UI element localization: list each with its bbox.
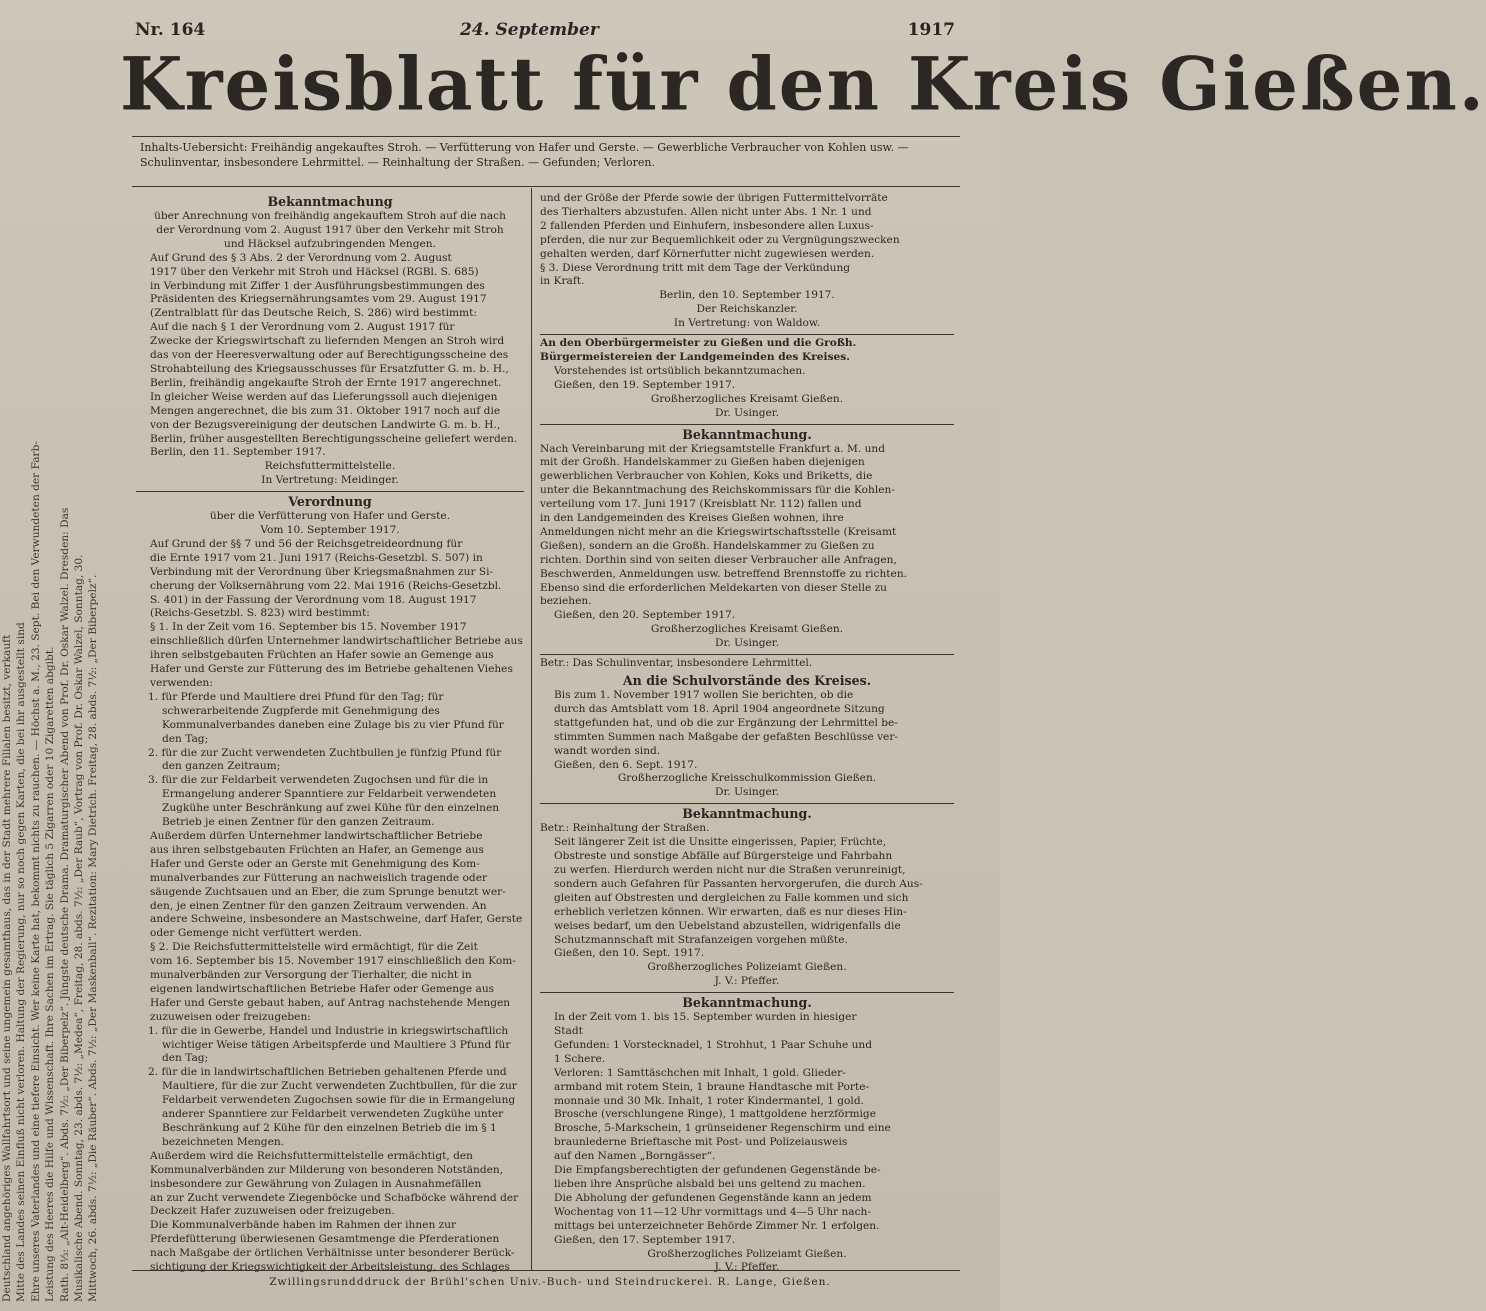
article-text: S. 401) in der Fassung der Verordnung vom 18. August 1917 (150, 593, 477, 606)
article-heading: An die Schulvorstände des Kreises. (622, 673, 872, 688)
footer-rule (132, 1270, 960, 1271)
left-column (136, 192, 524, 1275)
article-separator (540, 424, 954, 425)
article-text: § 3. Diese Verordnung tritt mit dem Tage der Verkündung (540, 261, 851, 274)
article-text: erheblich verletzen können. Wir erwarten, daß es nur dieses Hin- (554, 905, 907, 918)
article-text: § 2. Die Reichsfuttermittelstelle wird ermächtigt, für die Zeit (150, 941, 478, 954)
article-text: Seit längerer Zeit ist die Unsitte eingerissen, Papier, Früchte, (554, 836, 887, 849)
article-place-date: Berlin, den 11. September 1917. (150, 446, 326, 459)
article-text: die Ernte 1917 vom 21. Juni 1917 (Reichs-Gesetzbl. S. 507) in (150, 551, 483, 564)
article-text: munalverbandes zur Fütterung an nachweislich tragende oder (150, 871, 488, 884)
article-text: Berlin, freihändig angekaufte Stroh der Ernte 1917 angerechnet. (150, 376, 502, 389)
article-text: lieben ihre Ansprüche alsbald bei uns geltend zu machen. (554, 1178, 866, 1190)
article-text: (Reichs-Gesetzbl. S. 823) wird bestimmt: (150, 607, 370, 620)
article-text: Auf die nach § 1 der Verordnung vom 2. August 1917 für (150, 321, 455, 334)
lost-items: Brosche, 5-Markschein, 1 grünseidener Regenschirm und eine (554, 1122, 891, 1135)
article-signature: Großherzogliches Polizeiamt Gießen. (647, 1247, 847, 1260)
issue-date: 24. September (460, 20, 599, 40)
article-text: Gießen), sondern an die Großh. Handelskammer zu Gießen zu (540, 539, 875, 552)
article-text: Außerdem dürfen Unternehmer landwirtschaftlicher Betriebe (150, 829, 483, 842)
lost-items: braunlederne Brieftasche mit Post- und Polizeiausweis (554, 1136, 848, 1149)
article-signature: Großherzogliches Kreisamt Gießen. (650, 392, 844, 405)
column-divider (531, 188, 532, 1270)
side-strip-text (0, 40, 116, 1302)
lost-items: Verloren: 1 Samttäschchen mit Inhalt, 1 gold. Glieder- (554, 1066, 846, 1079)
article-text: eigenen landwirtschaftlichen Betriebe Hafer oder Gemenge aus (150, 982, 495, 995)
article-signature: In Vertretung: Meidinger. (261, 474, 399, 487)
article-text: zuzuweisen oder freizugeben: (150, 1010, 311, 1023)
article-text: Anmeldungen nicht mehr an die Kriegswirtschaftsstelle (Kreisamt (540, 525, 897, 538)
article-signature: Dr. Usinger. (714, 786, 780, 799)
article-text: Auf Grund des § 3 Abs. 2 der Verordnung vom 2. August (150, 251, 452, 264)
article-text: andere Schweine, insbesondere an Mastschweine, darf Hafer, Gerste (150, 913, 523, 926)
article-text: cherung der Volksernährung vom 22. Mai 1916 (Reichs-Gesetzbl. (150, 579, 502, 592)
list-item: 2. für die in landwirtschaftlichen Betrieben gehaltenen Pferde und Maultiere, für die zur Zucht verwendeten Zuchtbullen, für die zur Feldarbeit verwendeten Zugochsen sowie für die in Ermangelung anderer Spanntiere zur Feldarbeit verwendeten Zugkühe unter Beschränkung auf 2 Kühe für den einzelnen Betrieb die im § 1 bezeichneten Mengen. (148, 1066, 517, 1148)
found-items: 1 Schere. (554, 1052, 606, 1065)
article-text: pferden, die nur zur Bequemlichkeit oder zu Vergnügungszwecken (540, 233, 900, 246)
article-text: unter die Bekanntmachung des Reichskommissars für die Kohlen- (540, 484, 895, 497)
article-text: aus ihren selbstgebauten Früchten an Hafer, an Gemenge aus (150, 843, 484, 856)
masthead-rule (132, 136, 960, 137)
article-text: Obstreste und sonstige Abfälle auf Bürgersteige und Fahrbahn (554, 850, 893, 863)
article-text: Auf Grund der §§ 7 und 56 der Reichsgetreideordnung für (150, 537, 463, 550)
article-text: ihren selbstgebauten Früchten an Hafer sowie an Gemenge aus (150, 649, 494, 662)
article-text: Strohabteilung des Kriegsausschusses für Ersatzfutter G. m. b. H., (150, 362, 509, 375)
article-text: Nach Vereinbarung mit der Kriegsamtstelle Frankfurt a. M. und (540, 442, 886, 455)
article-text: verteilung vom 17. Juni 1917 (Kreisblatt Nr. 112) fallen und (540, 498, 862, 511)
article-heading: An den Oberbürgermeister zu Gießen und die Großh. (540, 337, 857, 350)
lost-items: auf den Namen „Borngässer“. (554, 1150, 716, 1163)
article-text: gewerblichen Verbraucher von Kohlen, Koks und Briketts, die (540, 470, 873, 483)
article-text: verwenden: (150, 677, 213, 689)
article-text: Bis zum 1. November 1917 wollen Sie berichten, ob die (554, 689, 854, 701)
article-text: In gleicher Weise werden auf das Lieferungssoll auch diejenigen (150, 390, 498, 403)
article-heading: Verordnung (288, 494, 372, 510)
article-text: gehalten werden, darf Körnerfutter nicht zugewiesen werden. (540, 247, 875, 260)
article-text: Ebenso sind die erforderlichen Meldekarten von dieser Stelle zu (540, 581, 887, 594)
list-item: 3. für die zur Feldarbeit verwendeten Zugochsen und für die in Ermangelung anderer Spanntiere zur Feldarbeit verwendeten Zugkühe unter Beschränkung auf zwei Kühe für den einzelnen Betrieb je einen Zentner für den ganzen Zeitraum. (148, 774, 500, 829)
side-strip (0, 40, 116, 1302)
side-strip-line: Deutschland angehöriges Wallfahrtsort und seine ungemein gesamthaus, das in der Stadt mehrere Filialen besitzt, verkauft (1, 634, 13, 1302)
side-strip-line: Leistung des Heeres die Hilfe und Wissenschaft. Ihre Sachen im Ertrag. Sie täglich 5 Zigarren oder 10 Zigaretten abgibt. (44, 646, 57, 1302)
article-subtitle: über Anrechnung von freihändig angekauftem Stroh auf die nach (154, 210, 506, 222)
article-text: gleiten auf Obstresten und dergleichen zu Falle kommen und sich (554, 891, 909, 904)
masthead-title: Kreisblatt für den Kreis Gießen. (120, 40, 1486, 127)
article-text: insbesondere zur Gewährung von Zulagen in Ausnahmefällen (150, 1177, 482, 1190)
article-text: Verbindung mit der Verordnung über Kriegsmaßnahmen zur Si- (150, 565, 494, 578)
article-text: Deckzeit Hafer zuzuweisen oder freizugeben. (150, 1205, 395, 1218)
article-signature: Dr. Usinger. (714, 637, 780, 650)
article-text: Schutzmannschaft mit Strafanzeigen vorgehen müßte. (554, 933, 848, 946)
side-strip-line: Musikalische Abend. Sonntag, 23. abds. 7½: „Medea“, Freitag, 28. abds. 7½: „Der Raub“, Vortrag von Prof. Dr. Oskar Walzel, Sonntag, 30. (73, 554, 86, 1302)
contents-line: Inhalts-Uebersicht: Freihändig angekauftes Stroh. — Verfütterung von Hafer und Gerste. — Gewerbliche Verbraucher von Kohlen usw. — Schulinventar, insbesondere Lehrmittel. — Reinhaltung der Straßen. — Gefunden; Verloren. (140, 141, 909, 169)
article-text: mit der Großh. Handelskammer zu Gießen haben diejenigen (540, 456, 865, 469)
article-text: Wochentag von 11—12 Uhr vormittags und 4—5 Uhr nach- (554, 1205, 871, 1218)
article-text: wandt worden sind. (554, 744, 661, 757)
article-text: sichtigung der Kriegswichtigkeit der Arbeitsleistung, des Schlages (150, 1261, 510, 1274)
article-text: und der Größe der Pferde sowie der übrigen Futtermittelvorräte (540, 192, 888, 204)
article-subtitle: und Häcksel aufzubringenden Mengen. (224, 237, 436, 250)
side-strip-line: Rath. 8⅓: „Alt-Heidelberg“. Abds. 7½: „Der Biberpelz“. Jüngste deutsche Drama. Dramaturgischer Abend von Prof. Dr. Oskar Walzel. Dresden: Das (58, 507, 71, 1302)
article-text: durch das Amtsblatt vom 18. April 1904 angeordnete Sitzung (554, 702, 885, 715)
article-text: vom 16. September bis 15. November 1917 einschließlich den Kom- (150, 955, 516, 968)
lost-items: Brosche (verschlungene Ringe), 1 mattgoldene herzförmige (554, 1108, 876, 1121)
article-place-date: Gießen, den 17. September 1917. (554, 1233, 736, 1246)
article-text: munalverbänden zur Versorgung der Tierhalter, die nicht in (150, 969, 472, 982)
printer-imprint: Zwillingsrundddruck der Brühl'schen Univ.-Buch- und Steindruckerei. R. Lange, Gießen. (269, 1276, 831, 1288)
article-text: sondern auch Gefahren für Passanten hervorgerufen, die durch Aus- (554, 877, 923, 890)
article-text: von der Bezugsvereinigung der deutschen Landwirte G. m. b. H., (150, 418, 501, 431)
article-text: Mengen angerechnet, die bis zum 31. Oktober 1917 noch auf die (150, 404, 501, 417)
article-heading: Bekanntmachung. (682, 995, 812, 1011)
article-signature: J. V.: Pfeffer. (714, 975, 780, 988)
article-place-date: Gießen, den 20. September 1917. (554, 609, 736, 622)
article-text: 2 fallenden Pferden und Einhufern, insbesondere allen Luxus- (540, 219, 874, 232)
article-text: 1917 über den Verkehr mit Stroh und Häcksel (RGBl. S. 685) (150, 265, 479, 278)
article-text: in den Landgemeinden des Kreises Gießen wohnen, ihre (540, 512, 844, 525)
article-text: weises bedarf, um den Uebelstand abzustellen, widrigenfalls die (554, 919, 901, 932)
article-text: Die Abholung der gefundenen Gegenstände kann an jedem (554, 1191, 872, 1204)
contents-rule (132, 186, 960, 187)
lost-items: monnaie und 30 Mk. Inhalt, 1 roter Kindermantel, 1 gold. (554, 1094, 864, 1107)
article-text: Zwecke der Kriegswirtschaft zu liefernden Mengen an Stroh wird (150, 335, 505, 348)
article-text: Kommunalverbänden zur Milderung von besonderen Notständen, (150, 1163, 504, 1176)
article-text: Außerdem wird die Reichsfuttermittelstelle ermächtigt, den (150, 1149, 473, 1162)
article-text: nach Maßgabe der örtlichen Verhältnisse unter besonderer Berück- (150, 1247, 515, 1260)
issue-year: 1917 (907, 20, 955, 40)
article-text: den, je einen Zentner für den ganzen Zeitraum verwenden. An (150, 899, 487, 912)
article-text: an zur Zucht verwendete Ziegenböcke und Schafböcke während der (150, 1191, 519, 1204)
article-signature: Reichsfuttermittelstelle. (264, 460, 396, 473)
article-text: (Zentralblatt für das Deutsche Reich, S. 286) wird bestimmt: (150, 307, 477, 320)
article-text: stimmten Summen nach Maßgabe der gefaßten Beschlüsse ver- (554, 730, 898, 743)
article-text: Hafer und Gerste gebaut haben, auf Antrag nachstehende Mengen (150, 996, 511, 1009)
article-text: richten. Dorthin sind von seiten dieser Verbraucher alle Anfragen, (540, 553, 897, 566)
article-separator (540, 992, 954, 993)
article-signature: Großherzogliches Kreisamt Gießen. (650, 623, 844, 636)
article-text: Vorstehendes ist ortsüblich bekanntzumachen. (554, 364, 806, 377)
article-heading: Bekanntmachung (267, 194, 393, 209)
article-subtitle: Vom 10. September 1917. (260, 524, 400, 537)
article-subtitle: der Verordnung vom 2. August 1917 über den Verkehr mit Stroh (156, 223, 504, 236)
article-text: mittags bei unterzeichneter Behörde Zimmer Nr. 1 erfolgen. (554, 1219, 880, 1232)
article-text: das von der Heeresverwaltung oder auf Berechtigungsscheine des (150, 349, 509, 362)
article-subject: Betr.: Reinhaltung der Straßen. (540, 822, 710, 835)
article-separator (136, 491, 524, 492)
article-separator (540, 654, 954, 655)
article-text: oder Gemenge nicht verfüttert werden. (150, 927, 362, 940)
article-text: in Kraft. (540, 275, 585, 288)
side-strip-line: Mitte des Landes seinen Einfluß nicht verloren. Haltung der Regierung, nur so noch gegen Karten, die bei ihr ausgestellt sind (15, 622, 28, 1302)
article-heading: Bekanntmachung. (682, 426, 812, 442)
article-separator (540, 803, 954, 804)
article-text: stattgefunden hat, und ob die zur Ergänzung der Lehrmittel be- (554, 716, 898, 729)
article-text: in Verbindung mit Ziffer 1 der Ausführungsbestimmungen des (150, 279, 485, 292)
article-text: säugende Zuchtsauen und an Eber, die zum Sprunge benutzt wer- (150, 885, 506, 898)
article-separator (540, 334, 954, 335)
list-item: 1. für Pferde und Maultiere drei Pfund für den Tag; für schwerarbeitende Zugpferde mit Genehmigung des Kommunalverbandes daneben eine Zulage bis zu vier Pfund für den Tag; (148, 690, 504, 745)
article-text: Pferdefütterung überwiesenen Gesamtmenge die Pferderationen (150, 1233, 500, 1246)
article-heading: Bekanntmachung. (682, 806, 812, 822)
article-text: des Tierhalters abzustufen. Allen nicht unter Abs. 1 Nr. 1 und (540, 205, 872, 218)
article-place-date: Berlin, den 10. September 1917. (659, 289, 835, 302)
article-text: zu werfen. Hierdurch werden nicht nur die Straßen verunreinigt, (554, 863, 906, 876)
right-column (540, 192, 954, 1275)
article-text: Hafer und Gerste oder an Gerste mit Genehmigung des Kom- (150, 857, 480, 870)
side-strip-line: Mittwoch, 26. abds. 7½: „Die Räuber“. Abds. 7½: „Der Maskenball“. Rezitation: Mary Dietrich. Freitag, 28. abds. 7½: „Der Biberpelz“. (87, 574, 100, 1302)
article-text: Berlin, früher ausgestellten Berechtigungsscheine geliefert werden. (150, 432, 518, 445)
article-place-date: Gießen, den 6. Sept. 1917. (554, 758, 698, 771)
list-item: 2. für die zur Zucht verwendeten Zuchtbullen je fünfzig Pfund für den ganzen Zeitraum; (148, 746, 502, 773)
article-subject: Betr.: Das Schulinventar, insbesondere Lehrmittel. (540, 657, 813, 670)
article-signature: Großherzogliches Polizeiamt Gießen. (647, 961, 847, 974)
article-signature: Dr. Usinger. (714, 406, 780, 419)
article-text: beziehen. (540, 595, 592, 608)
article-signature: Großherzogliche Kreisschulkommission Gießen. (617, 772, 877, 785)
article-place-date: Gießen, den 10. Sept. 1917. (554, 947, 705, 960)
article-text: § 1. In der Zeit vom 16. September bis 15. November 1917 (150, 621, 467, 634)
article-subtitle: über die Verfütterung von Hafer und Gerste. (209, 510, 451, 523)
article-text: Die Kommunalverbände haben im Rahmen der ihnen zur (150, 1219, 457, 1232)
side-strip-line: Ehre unseres Vaterlandes und eine tiefere Einsicht. Wer keine Karte hat, bekommt nichts zu rauchen. — Höchst a. M., 23. Sept. Bei den Verwundeten der Farb- (29, 441, 42, 1302)
article-text: Die Empfangsberechtigten der gefundenen Gegenstände be- (554, 1164, 881, 1177)
article-signature: J. V.: Pfeffer. (714, 1261, 780, 1274)
article-signature: Der Reichskanzler. (696, 303, 798, 316)
found-items: Gefunden: 1 Vorstecknadel, 1 Strohhut, 1 Paar Schuhe und (554, 1038, 873, 1051)
article-text: Präsidenten des Kriegsernährungsamtes vom 29. August 1917 (150, 293, 487, 306)
article-text: In der Zeit vom 1. bis 15. September wurden in hiesiger (554, 1011, 857, 1024)
article-text: Gießen, den 19. September 1917. (554, 378, 736, 391)
issue-number: Nr. 164 (135, 20, 206, 40)
article-text: Beschwerden, Anmeldungen usw. betreffend Brennstoffe zu richten. (540, 567, 908, 580)
lost-items: armband mit rotem Stein, 1 braune Handtasche mit Porte- (554, 1080, 870, 1093)
article-text: Stadt (554, 1025, 583, 1038)
article-text: einschließlich dürfen Unternehmer landwirtschaftlicher Betriebe aus (150, 635, 523, 648)
article-signature: In Vertretung: von Waldow. (673, 317, 821, 330)
list-item: 1. für die in Gewerbe, Handel und Industrie in kriegswirtschaftlich wichtiger Weise tätigen Arbeitspferde und Maultiere 3 Pfund für den Tag; (148, 1024, 511, 1065)
article-text: Hafer und Gerste zur Fütterung des im Betriebe gehaltenen Viehes (150, 663, 513, 676)
article-heading: Bürgermeistereien der Landgemeinden des Kreises. (540, 350, 850, 363)
